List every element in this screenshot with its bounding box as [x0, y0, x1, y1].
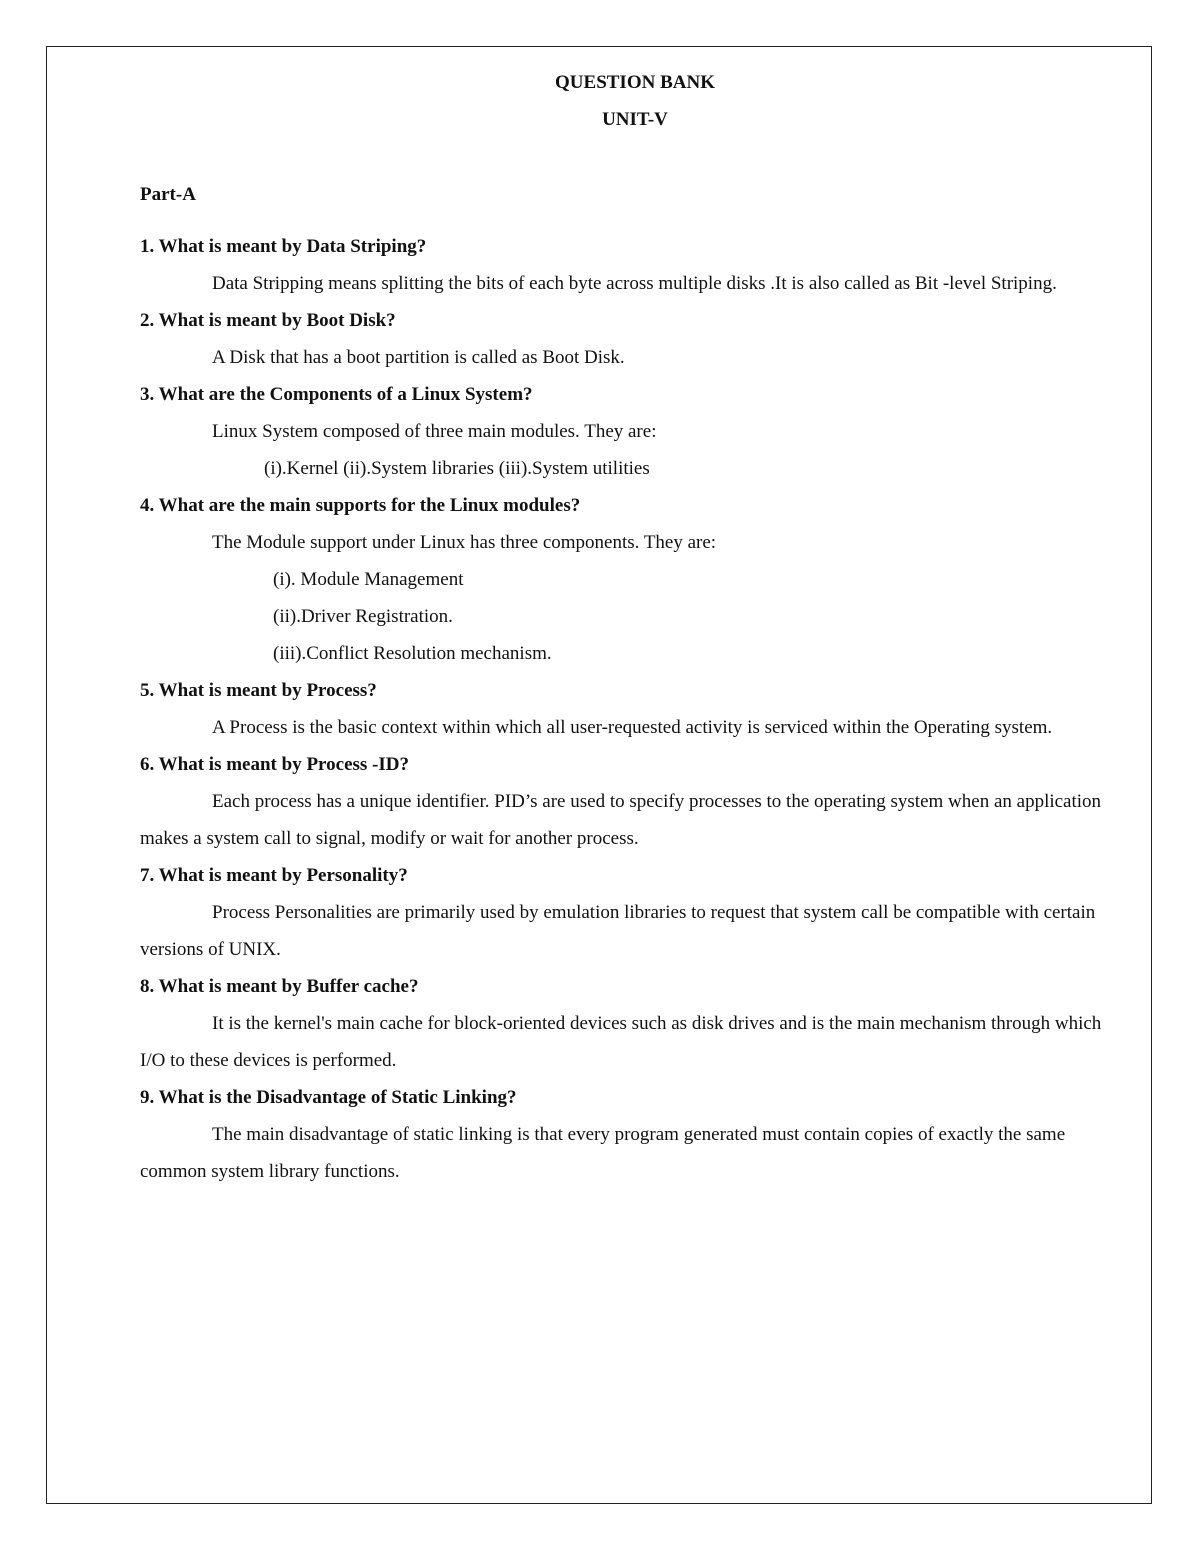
answer-text: A Process is the basic context within which all user-requested activity is serviced within the Operating system. [212, 717, 1053, 738]
question-item-9 [140, 1079, 1110, 1190]
question-title: 3. What are the Components of a Linux System? [140, 384, 533, 405]
question-item-2 [140, 302, 1110, 376]
answer-text: Data Stripping means splitting the bits of each byte across multiple disks .It is also called as Bit -level Striping. [212, 273, 1057, 294]
list-item: (i).Kernel (ii).System libraries (iii).System utilities [264, 458, 650, 479]
question-title: 9. What is the Disadvantage of Static Linking? [140, 1087, 517, 1108]
document-unit: UNIT-V [602, 109, 668, 130]
list-item: (iii).Conflict Resolution mechanism. [273, 643, 552, 664]
question-item-8 [140, 968, 1110, 1079]
question-title: 2. What is meant by Boot Disk? [140, 310, 396, 331]
list-item: (i). Module Management [273, 569, 464, 590]
answer-text: Process Personalities are primarily used by emulation libraries to request that system call be compatible with certain versions of UNIX. [140, 902, 1096, 960]
question-title: 4. What are the main supports for the Linux modules? [140, 495, 581, 516]
question-item-5 [140, 672, 1110, 746]
answer-text: A Disk that has a boot partition is called as Boot Disk. [212, 347, 625, 368]
answer-text: The main disadvantage of static linking is that every program generated must contain copies of exactly the same common system library functions. [140, 1124, 1066, 1182]
question-item-6 [140, 746, 1110, 857]
question-title: 6. What is meant by Process -ID? [140, 754, 409, 775]
question-title: 1. What is meant by Data Striping? [140, 236, 427, 257]
document-title: QUESTION BANK [555, 72, 715, 93]
section-label: Part-A [140, 184, 196, 205]
question-item-4 [140, 487, 1110, 672]
answer-text: Each process has a unique identifier. PID’s are used to specify processes to the operating system when an application makes a system call to signal, modify or wait for another process. [140, 791, 1102, 849]
spacer [140, 213, 1110, 228]
answer-text: Linux System composed of three main modules. They are: [212, 421, 657, 442]
question-title: 5. What is meant by Process? [140, 680, 377, 701]
answer-text: The Module support under Linux has three components. They are: [212, 532, 717, 553]
question-item-7 [140, 857, 1110, 968]
answer-text: It is the kernel's main cache for block-oriented devices such as disk drives and is the main mechanism through which I/O to these devices is performed. [140, 1013, 1102, 1071]
question-item-3 [140, 376, 1110, 487]
document-body [140, 64, 1110, 1190]
question-item-1 [140, 228, 1110, 302]
question-title: 7. What is meant by Personality? [140, 865, 408, 886]
list-item: (ii).Driver Registration. [273, 606, 453, 627]
question-title: 8. What is meant by Buffer cache? [140, 976, 419, 997]
